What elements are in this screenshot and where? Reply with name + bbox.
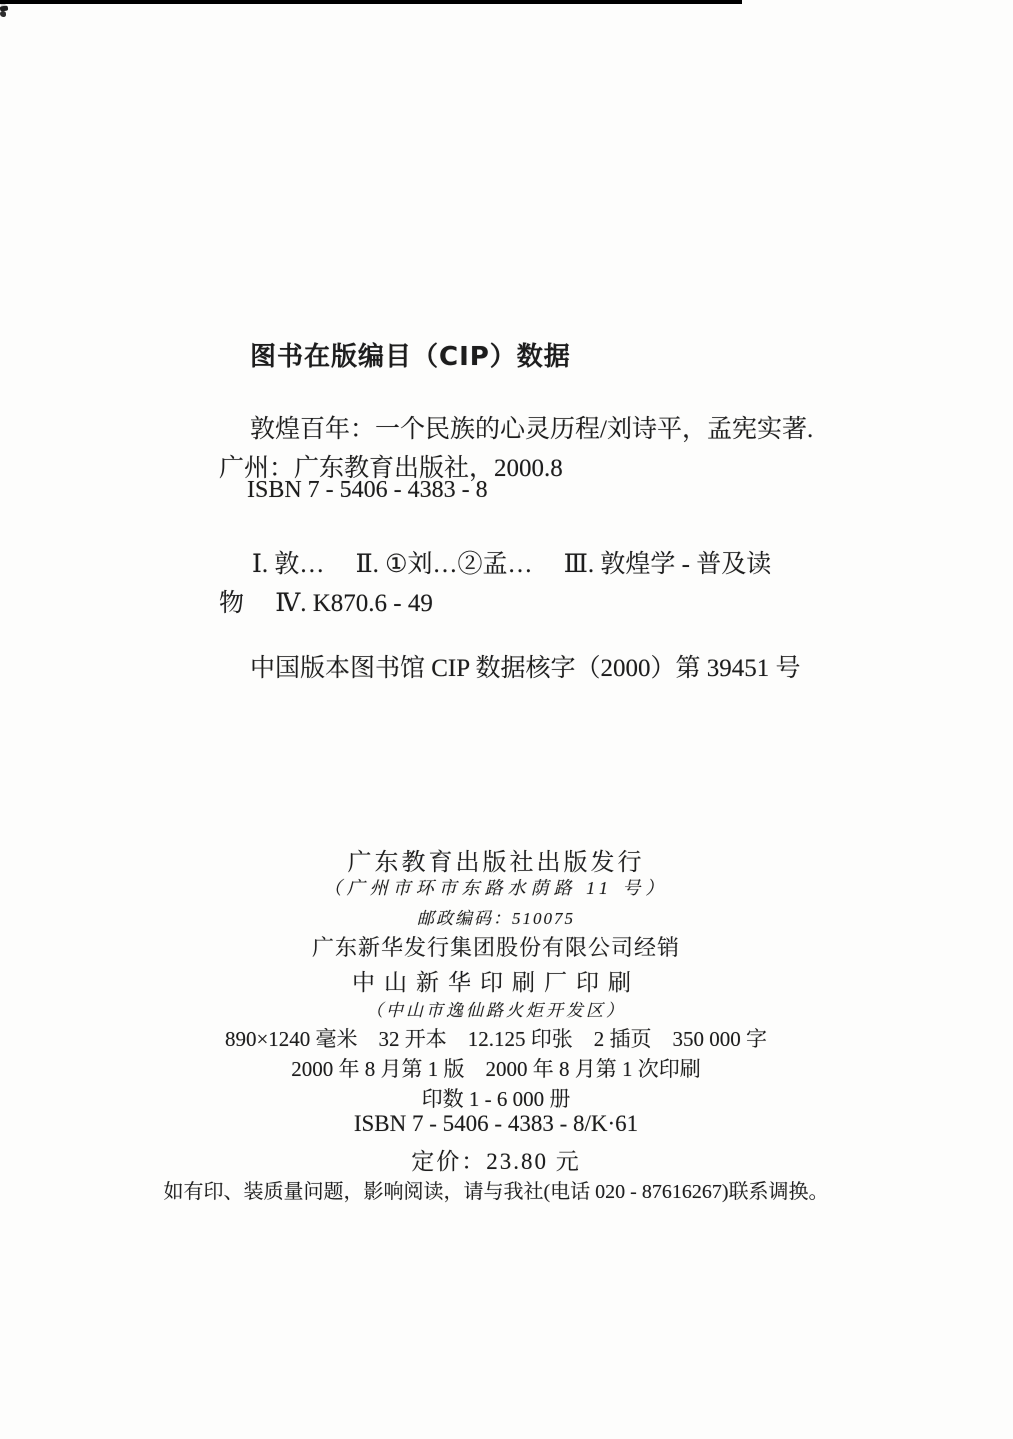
cip-entry-line-2: 广州：广东教育出版社，2000.8 xyxy=(219,455,563,482)
colophon-format-line: 890×1240 毫米 32 开本 12.125 印张 2 插页 350 000 字 xyxy=(224,1027,768,1051)
scan-artifact-top-edge xyxy=(0,0,742,4)
cip-record-number: 中国版本图书馆 CIP 数据核字（2000）第 39451 号 xyxy=(250,655,801,682)
colophon-distributor: 广东新华发行集团股份有限公司经销 xyxy=(311,935,680,960)
cip-heading: 图书在版编目（CIP）数据 xyxy=(250,342,571,372)
cip-classification-line-2: 物 Ⅳ. K870.6 - 49 xyxy=(219,590,433,617)
colophon-publisher: 广东教育出版社出版发行 xyxy=(347,850,645,876)
colophon-quality-note: 如有印、装质量问题，影响阅读，请与我社(电话 020 - 87616267)联系调换。 xyxy=(163,1181,829,1203)
cip-classification-line-1: Ⅰ. 敦… Ⅱ. ①刘…②孟… Ⅲ. 敦煌学 - 普及读 xyxy=(252,551,772,578)
scan-speck-mid-right xyxy=(0,5,8,11)
cip-entry-line-1: 敦煌百年：一个民族的心灵历程/刘诗平，孟宪实著. xyxy=(250,416,814,443)
colophon-price: 定价：23.80 元 xyxy=(411,1149,581,1174)
colophon-print-run: 印数 1 - 6 000 册 xyxy=(421,1087,571,1111)
colophon-publisher-address: （广州市环市东路水荫路 11 号） xyxy=(323,878,669,898)
colophon-edition-line: 2000 年 8 月第 1 版 2000 年 8 月第 1 次印刷 xyxy=(291,1057,701,1081)
colophon-printer-address: （中山市逸仙路火炬开发区） xyxy=(366,1001,626,1020)
colophon-postal-code: 邮政编码：510075 xyxy=(417,909,575,928)
scan-speck-bottom-right xyxy=(0,11,6,17)
cip-isbn: ISBN 7 - 5406 - 4383 - 8 xyxy=(247,477,488,503)
colophon-isbn-line: ISBN 7 - 5406 - 4383 - 8/K·61 xyxy=(353,1111,639,1136)
colophon-printer: 中山新华印刷厂印刷 xyxy=(352,970,640,995)
